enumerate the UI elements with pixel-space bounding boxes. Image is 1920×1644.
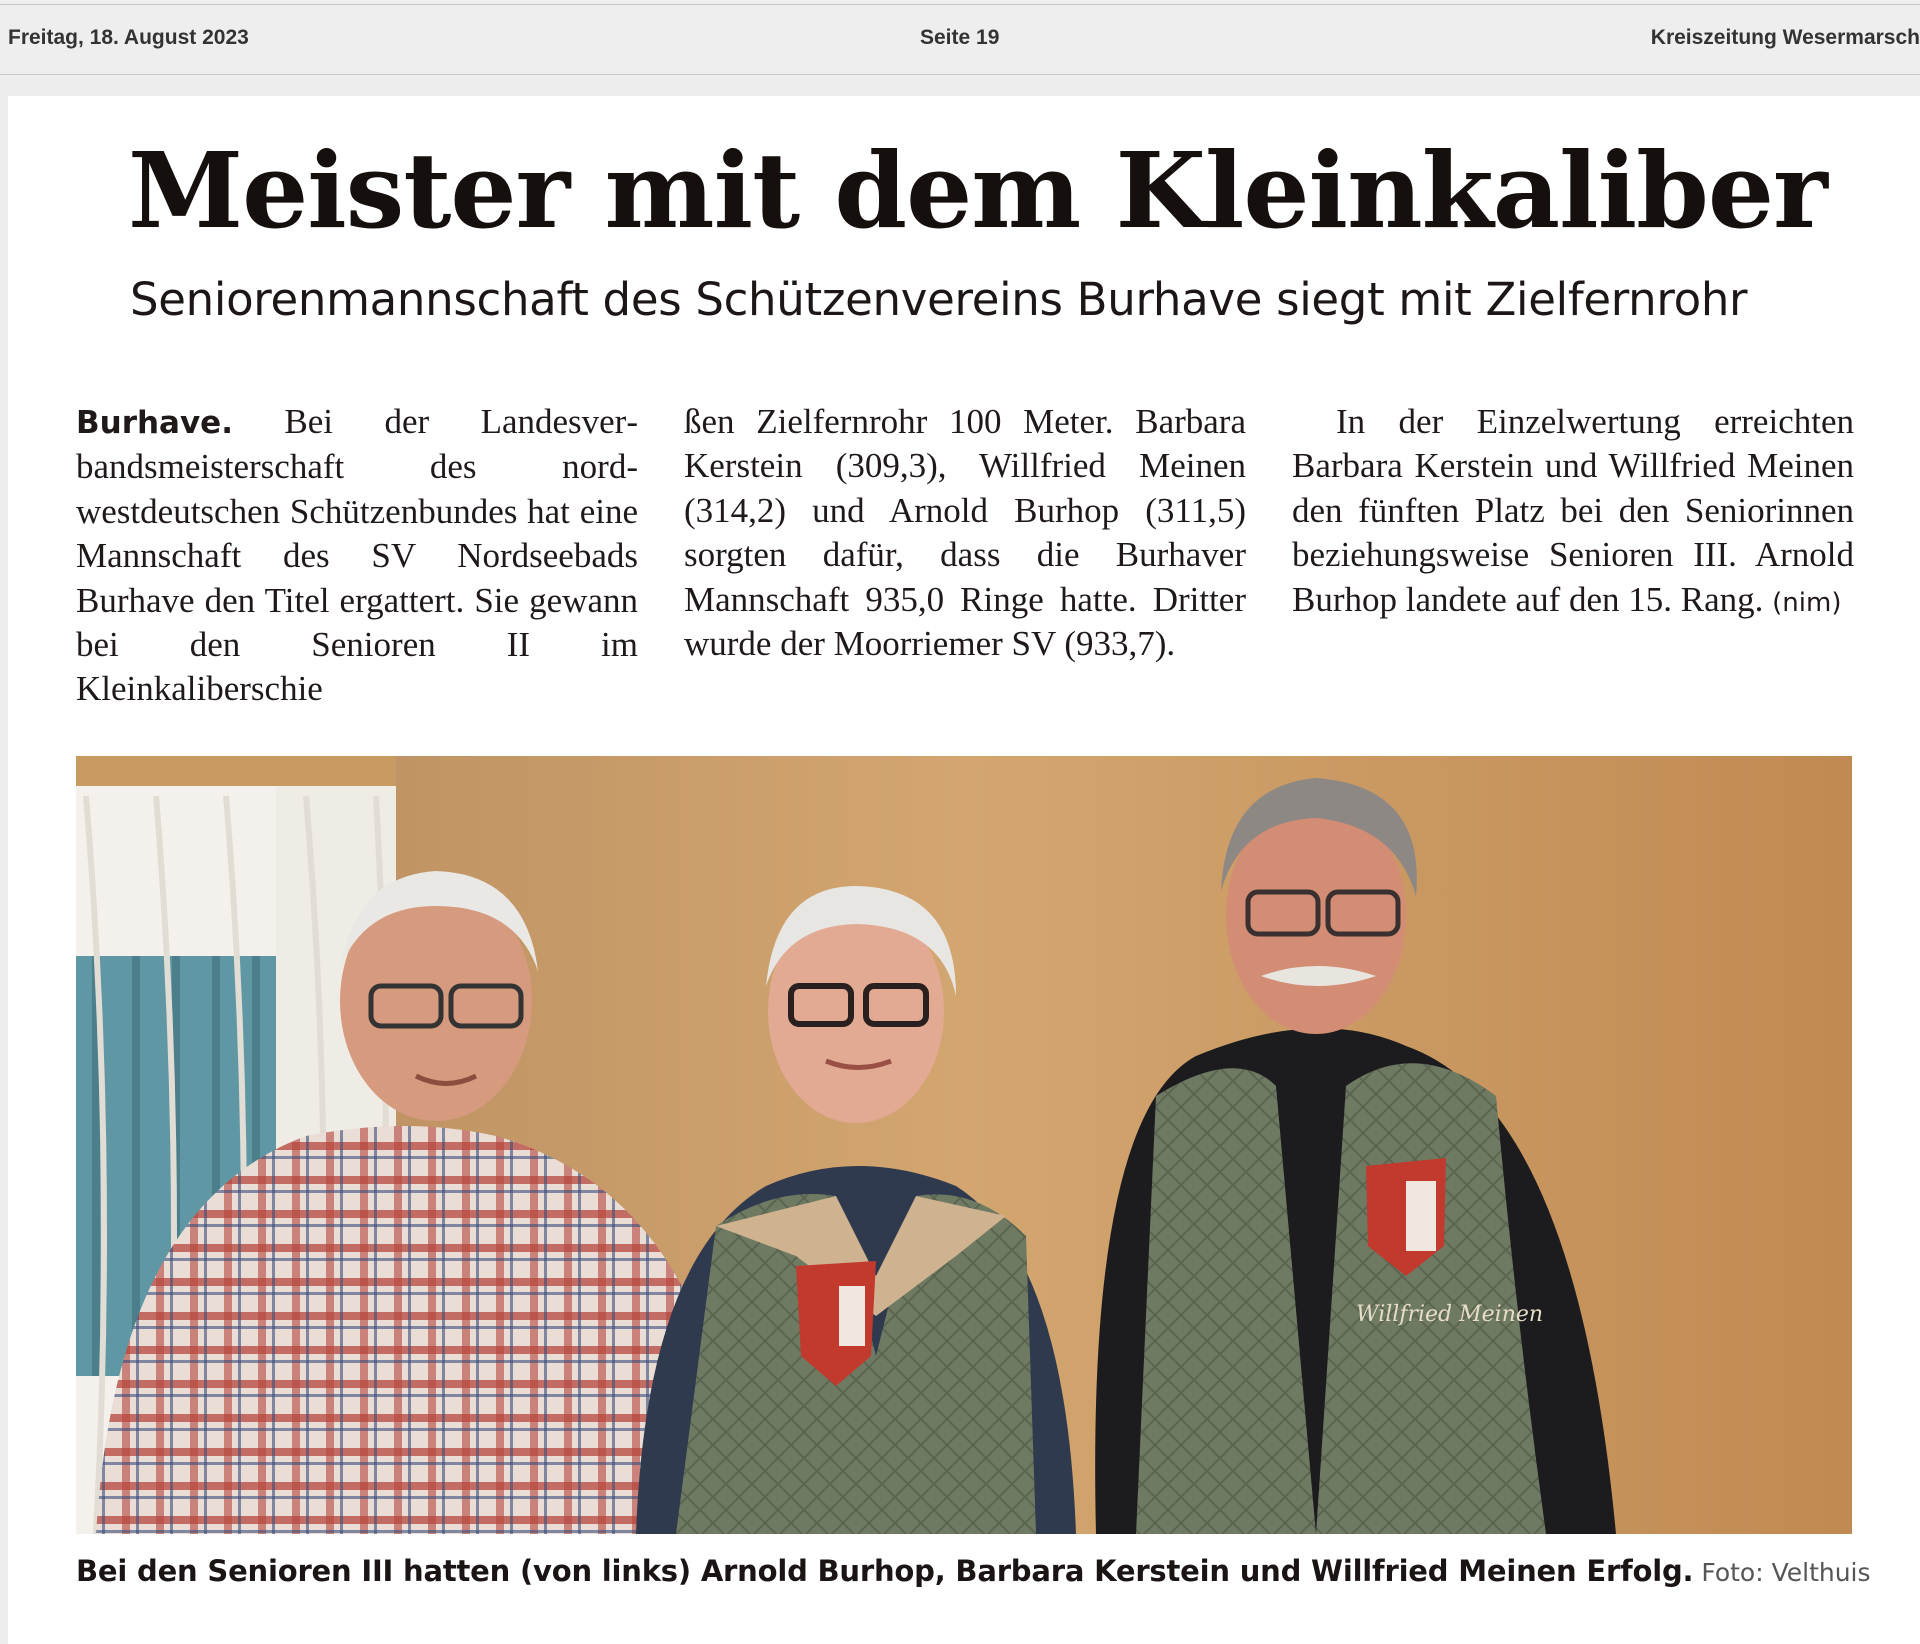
- author-initials: (nim): [1772, 587, 1842, 618]
- vest-embroidered-name: Willfried Meinen: [1356, 1302, 1544, 1327]
- page-header-bar: [0, 0, 1920, 78]
- article-headline: Meister mit dem Kleinkaliber: [128, 129, 1827, 252]
- publication-name: Kreiszeitung Wesermarsch: [1650, 26, 1920, 49]
- photo-credit: Foto: Velthuis: [1701, 1558, 1871, 1587]
- newspaper-page: [8, 96, 1920, 1644]
- caption-text: Bei den Senioren III hatten (von links) Arnold Burhop, Barbara Kerstein und Willfried Meinen Erfolg.: [76, 1554, 1694, 1588]
- article-column-1: [76, 400, 638, 712]
- article-subheadline: Seniorenmannschaft des Schützenvereins Burhave siegt mit Zielfernrohr: [130, 273, 1748, 326]
- photo-illustration: [76, 756, 1852, 1534]
- header-rule-top: [0, 4, 1920, 5]
- issue-date: Freitag, 18. August 2023: [8, 26, 249, 49]
- header-rule-bottom: [0, 74, 1920, 75]
- column-1-text: Bei der Landesverbandsmeisterschaft des nordwestdeutschen Schützenbundes hat eine Mannschaft des SV Nordseebads Burhave den Titel ergattert. Sie gewann bei den Senioren II im Kleinkaliberschie: [76, 402, 638, 709]
- article-column-2: [684, 400, 1246, 666]
- page-number: Seite 19: [920, 26, 1000, 49]
- article-dateline: Burhave.: [76, 405, 233, 441]
- article-column-3: [1292, 400, 1854, 625]
- article-photo: [76, 756, 1852, 1534]
- column-2-text: ßen Zielfernrohr 100 Meter. Barbara Kerstein (309,3), Willfried Meinen (314,2) und Arnold Burhop (311,5) sorgten dafür, dass die Burhaver Mannschaft 935,0 Ringe hatte. Dritter wurde der Moorriemer SV (933,7).: [684, 402, 1246, 664]
- column-3-text: In der Einzelwertung erreichten Barbara Kerstein und Willfried Meinen den fünften Platz bei den Seniorinnen beziehungsweise Senioren III. Arnold Burhop landete auf den 15. Rang.: [1292, 402, 1854, 619]
- photo-caption: [76, 1554, 1871, 1588]
- article-body: [76, 400, 1860, 710]
